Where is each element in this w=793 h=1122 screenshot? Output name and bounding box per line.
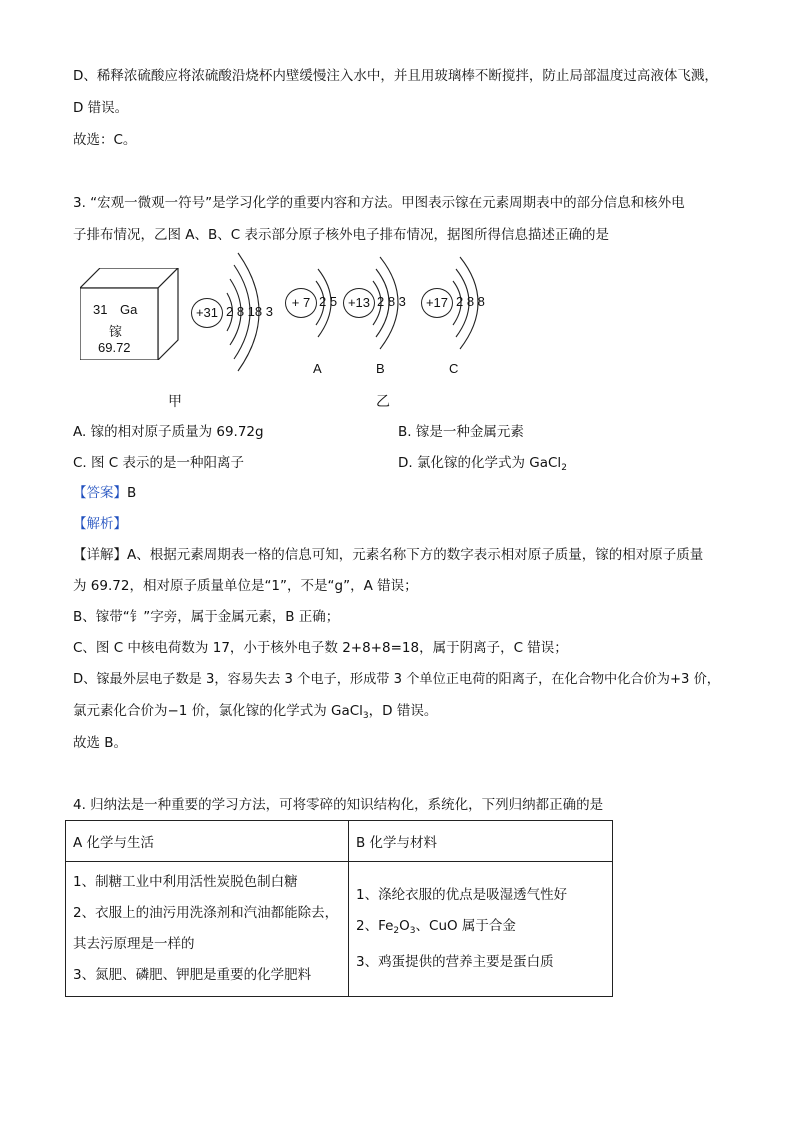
option-d [398,453,567,478]
b-item-2-sub-1: 2 [393,926,400,936]
prev-line-2: D 错误。 [73,100,129,116]
figure-yi-label: 乙 [376,393,390,409]
detail-line-5: D、镓最外层电子数是 3，容易失去 3 个电子，形成带 3 个单位正电荷的阳离子，在化合物中化合价为+3 价， [73,672,720,687]
b-item-2-o: O [399,918,410,934]
a-item-2: 2、衣服上的油污用洗涤剂和汽油都能除去， [73,905,339,921]
element-symbol: Ga [120,302,138,317]
atomic-number: 31 [93,302,108,317]
b-item-2-sub-2: 3 [409,926,416,936]
q3-stem-1: 3. “宏观一微观一符号”是学习化学的重要内容和方法。甲图表示镓在元素周期表中的部分信息和核外电 [73,195,685,211]
b-item-3: 3、鸡蛋提供的营养主要是蛋白质 [356,954,554,970]
detail-subscript-6: 3 [362,711,369,721]
option-b: B. 镓是一种金属元素 [398,424,524,440]
detail-text-1: A、根据元素周期表一格的信息可知，元素名称下方的数字表示相对原子质量，镓的相对原子质量 [127,547,704,563]
col-b-title: B 化学与材料 [349,821,613,862]
a-item-1: 1、制糖工业中利用活性炭脱色制白糖 [73,874,298,890]
element-tile-gallium [80,268,180,360]
answer-tag: 【答案】 [73,485,127,501]
atom-a-electron-shells: 2 5 [319,294,338,309]
ga-electron-shells: 2 8 18 3 [226,304,273,319]
detail-line-3: B、镓带“钅”字旁，属于金属元素，B 正确； [73,609,340,625]
b-item-1: 1、涤纶衣服的优点是吸湿透气性好 [356,887,568,903]
b-item-2 [356,911,605,947]
atom-b-nucleus: +13 [343,288,375,318]
atom-b-label: B [376,361,385,376]
col-b-body [349,862,613,997]
q3-conclusion: 故选 B。 [73,735,128,751]
analysis-line [73,514,127,534]
atom-b-electron-shells: 2 8 3 [377,294,406,309]
ga-nucleus: +31 [191,298,223,328]
detail-line-2: 为 69.72，相对原子质量单位是“1”，不是“g”，A 错误； [73,578,418,594]
col-a-body [66,862,349,997]
a-item-3: 3、氮肥、磷肥、钾肥是重要的化学肥料 [73,967,312,983]
atom-a-nucleus: + 7 [285,288,317,318]
figure-jia-label: 甲 [168,393,182,409]
analysis-tag: 【解析】 [73,516,127,532]
atom-c-electron-shells: 2 8 8 [456,294,485,309]
detail-line-1 [73,545,703,565]
q4-stem: 4. 归纳法是一种重要的学习方法，可将零碎的知识结构化，系统化，下列归纳都正确的是 [73,797,604,813]
q4-table [65,820,613,997]
option-c: C. 图 C 表示的是一种阳离子 [73,455,245,471]
b-item-2-rest: 、CuO 属于合金 [415,918,516,934]
prev-conclusion: 故选：C。 [73,132,137,148]
atomic-mass: 69.72 [98,340,131,355]
option-d-text: D. 氯化镓的化学式为 GaCl [398,455,562,471]
a-item-2-cont: 其去污原理是一样的 [73,936,195,952]
detail-line-4: C、图 C 中核电荷数为 17，小于核外电子数 2+8+8=18，属于阴离子，C 错误； [73,640,568,656]
option-a: A. 镓的相对原子质量为 69.72g [73,424,264,440]
element-name: 镓 [109,324,123,339]
prev-line-1: D、稀释浓硫酸应将浓硫酸沿烧杯内壁缓慢注入水中，并且用玻璃棒不断搅拌，防止局部温度过高液体飞溅， [73,68,718,84]
option-d-subscript: 2 [561,463,567,473]
q3-stem-2: 子排布情况，乙图 A、B、C 表示部分原子核外电子排布情况，据图所得信息描述正确的是 [73,227,610,243]
atom-c-nucleus: +17 [421,288,453,318]
detail-text-6-end: ，D 错误。 [368,703,438,719]
b-item-2-fe: 2、Fe [356,918,394,934]
detail-text-6: 氯元素化合价为−1 价，氯化镓的化学式为 GaCl [73,703,363,719]
detail-line-6 [73,701,437,726]
answer-line [73,483,136,503]
answer-value: B [127,485,137,501]
atom-a-label: A [313,361,322,376]
detail-tag: 【详解】 [73,547,127,563]
atom-c-label: C [449,361,459,376]
col-a-title: A 化学与生活 [66,821,349,862]
